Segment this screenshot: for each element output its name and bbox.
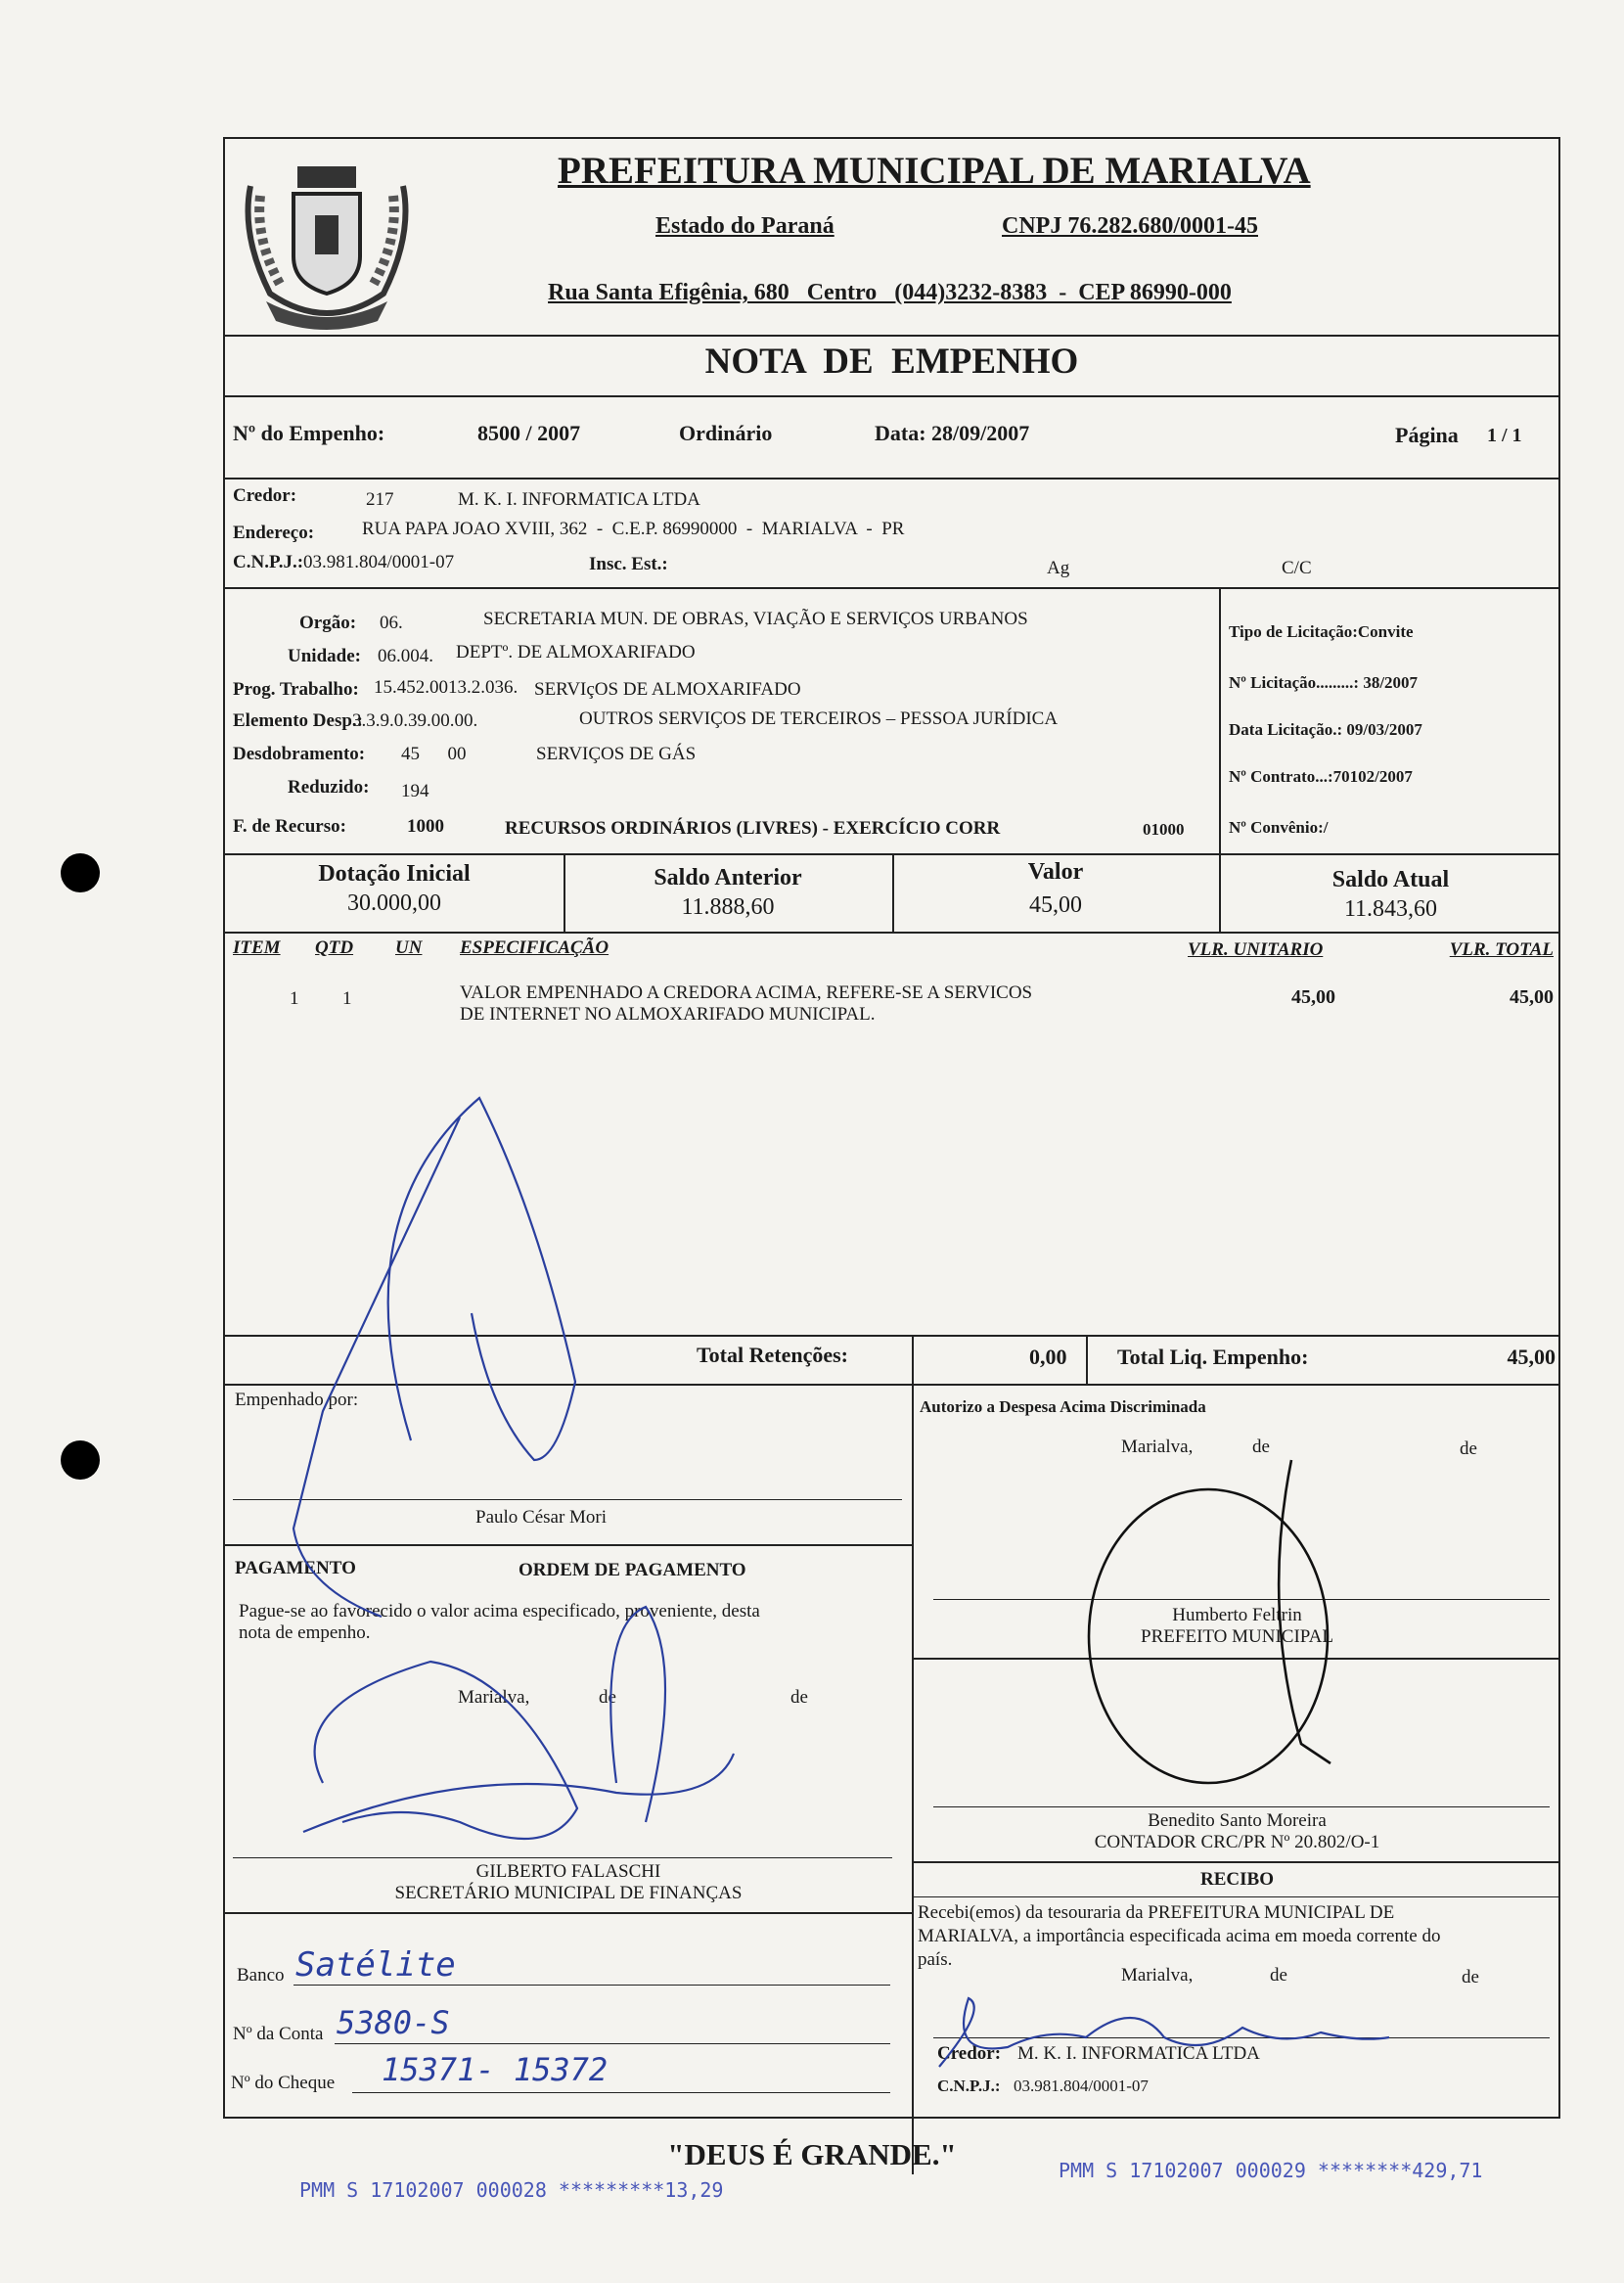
autorizo-de-2: de — [1460, 1438, 1477, 1459]
recibo-line3: país. — [918, 1949, 953, 1970]
unidade-name: DEPTº. DE ALMOXARIFADO — [456, 642, 696, 662]
state-name: Estado do Paraná — [655, 213, 835, 239]
items-header-total: VLR. TOTAL — [1449, 939, 1554, 960]
empenhado-label: Empenhado por: — [235, 1390, 359, 1410]
valor-label: Valor — [1027, 859, 1084, 885]
item-row-qtd: 1 — [342, 988, 352, 1009]
item-row-spec-line2: DE INTERNET NO ALMOXARIFADO MUNICIPAL. — [460, 1004, 876, 1025]
saldo-atual-value: 11.843,60 — [1343, 896, 1438, 922]
recurso-code: 1000 — [407, 816, 444, 837]
elemento-code: 3.3.9.0.39.00.00. — [352, 710, 478, 731]
prefeito-title: PREFEITO MUNICIPAL — [1141, 1626, 1333, 1647]
reduzido-label: Reduzido: — [288, 777, 370, 798]
autorizo-city: Marialva, — [1121, 1437, 1194, 1457]
autorizo-text: Autorizo a Despesa Acima Discriminada — [920, 1397, 1206, 1416]
liquido-value: 45,00 — [1507, 1345, 1556, 1369]
banco-label: Banco — [237, 1965, 285, 1986]
recibo-cnpj-label: C.N.P.J.: — [937, 2077, 1001, 2095]
prog-trabalho-code: 15.452.0013.2.036. — [374, 677, 519, 698]
item-row-total: 45,00 — [1510, 986, 1554, 1008]
autorizo-de-1: de — [1252, 1437, 1270, 1457]
credor-name: M. K. I. INFORMATICA LTDA — [458, 489, 700, 510]
saldo-anterior-label: Saldo Anterior — [654, 865, 802, 890]
empenho-type: Ordinário — [679, 421, 773, 445]
recibo-credor-label: Credor: — [937, 2043, 1002, 2064]
prefeito-name: Humberto Feltrin — [1172, 1605, 1302, 1625]
footer-stamp-right: PMM S 17102007 000029 ********429,71 — [1059, 2159, 1483, 2182]
ordem-pagamento-label: ORDEM DE PAGAMENTO — [519, 1560, 746, 1580]
recibo-de-1: de — [1270, 1965, 1287, 1986]
recibo-line2: MARIALVA, a importância especificada acima em moeda corrente do — [918, 1926, 1441, 1946]
saldo-atual-label: Saldo Atual — [1331, 867, 1450, 892]
pagamento-city: Marialva, — [458, 1687, 530, 1708]
saldo-anterior-value: 11.888,60 — [681, 894, 775, 920]
contador-name: Benedito Santo Moreira — [1148, 1810, 1327, 1831]
items-header-item: ITEM — [233, 937, 281, 958]
item-row-unit: 45,00 — [1291, 986, 1335, 1008]
orgao-code: 06. — [380, 613, 403, 633]
orgao-name: SECRETARIA MUN. DE OBRAS, VIAÇÃO E SERVIÇOS URBANOS — [483, 609, 1028, 629]
secretario-title: SECRETÁRIO MUNICIPAL DE FINANÇAS — [394, 1883, 743, 1903]
conta-label: Nº da Conta — [233, 2024, 324, 2044]
dotacao-value: 30.000,00 — [347, 890, 441, 916]
retencoes-value: 0,00 — [1029, 1345, 1067, 1369]
items-header-spec: ESPECIFICAÇÃO — [460, 937, 609, 958]
empenho-date: Data: 28/09/2007 — [875, 421, 1030, 445]
credor-label: Credor: — [233, 485, 297, 506]
footer-motto: "DEUS É GRANDE." — [667, 2137, 957, 2171]
numero-contrato: Nº Contrato...:70102/2007 — [1229, 767, 1413, 786]
prog-trabalho-name: SERVIçOS DE ALMOXARIFADO — [534, 679, 801, 700]
secretario-name: GILBERTO FALASCHI — [475, 1861, 661, 1882]
item-row-spec-line1: VALOR EMPENHADO A CREDORA ACIMA, REFERE-SE A SERVICOS — [460, 982, 1033, 1003]
desdobramento-code: 45 00 — [401, 744, 467, 764]
numero-licitacao: Nº Licitação.........: 38/2007 — [1229, 673, 1419, 692]
pagamento-de-2: de — [790, 1687, 808, 1708]
recibo-credor-name: M. K. I. INFORMATICA LTDA — [1017, 2043, 1260, 2064]
punch-hole-bottom — [61, 1440, 100, 1480]
items-header-unit: VLR. UNITARIO — [1188, 939, 1324, 960]
pagamento-de-1: de — [599, 1687, 616, 1708]
data-licitacao: Data Licitação.: 09/03/2007 — [1229, 720, 1422, 739]
recibo-line1: Recebi(emos) da tesouraria da PREFEITURA MUNICIPAL DE — [918, 1902, 1395, 1923]
pagamento-label: PAGAMENTO — [235, 1558, 356, 1578]
orgao-label: Orgão: — [299, 613, 357, 633]
cnpj-label: C.N.P.J.: — [233, 552, 304, 572]
items-header-qtd: QTD — [315, 937, 354, 958]
items-header-un: UN — [395, 937, 423, 958]
insc-est-label: Insc. Est.: — [589, 554, 668, 574]
contador-title: CONTADOR CRC/PR Nº 20.802/O-1 — [1094, 1832, 1380, 1852]
recibo-city: Marialva, — [1121, 1965, 1194, 1986]
municipality-title: PREFEITURA MUNICIPAL DE MARIALVA — [558, 150, 1311, 192]
conta-value: 5380-S — [337, 2004, 450, 2041]
handwritten-signatures — [225, 139, 1562, 2121]
banco-value: Satélite — [295, 1945, 456, 1985]
recurso-name: RECURSOS ORDINÁRIOS (LIVRES) - EXERCÍCIO CORR — [505, 818, 1001, 839]
prog-trabalho-label: Prog. Trabalho: — [233, 679, 359, 700]
pagamento-text-line1: Pague-se ao favorecido o valor acima especificado, proveniente, desta — [239, 1601, 760, 1621]
recurso-label: F. de Recurso: — [233, 816, 346, 837]
credor-code: 217 — [366, 489, 394, 510]
recibo-title: RECIBO — [1200, 1869, 1274, 1890]
empenhado-name: Paulo César Mori — [475, 1507, 608, 1528]
cheque-label: Nº do Cheque — [231, 2073, 336, 2093]
cc-label: C/C — [1282, 558, 1312, 578]
liquido-label: Total Liq. Empenho: — [1117, 1345, 1309, 1369]
endereco-label: Endereço: — [233, 523, 315, 543]
valor-value: 45,00 — [1029, 892, 1082, 918]
item-row-item: 1 — [290, 988, 299, 1009]
cnpj-value: 03.981.804/0001-07 — [303, 552, 455, 572]
reduzido-value: 194 — [401, 781, 429, 801]
tipo-licitacao: Tipo de Licitação:Convite — [1229, 622, 1414, 641]
desdobramento-label: Desdobramento: — [233, 744, 366, 764]
nota-de-empenho-form — [223, 137, 1560, 2119]
elemento-name: OUTROS SERVIÇOS DE TERCEIROS – PESSOA JURÍDICA — [579, 708, 1059, 729]
document-title: NOTA DE EMPENHO — [704, 342, 1079, 382]
ag-label: Ag — [1047, 558, 1070, 578]
desdobramento-name: SERVIÇOS DE GÁS — [536, 744, 697, 764]
page-label: Página — [1395, 423, 1459, 447]
page-value: 1 / 1 — [1487, 425, 1522, 446]
recibo-de-2: de — [1462, 1967, 1479, 1987]
endereco-value: RUA PAPA JOAO XVIII, 362 - C.E.P. 86990000 - MARIALVA - PR — [362, 519, 905, 539]
footer-stamp-left: PMM S 17102007 000028 *********13,29 — [299, 2178, 724, 2202]
retencoes-label: Total Retenções: — [697, 1343, 848, 1367]
empenho-number: 8500 / 2007 — [477, 421, 581, 445]
cheque-value: 15371- 15372 — [382, 2051, 609, 2088]
recurso-extra: 01000 — [1143, 820, 1185, 839]
header-address: Rua Santa Efigênia, 680 Centro (044)3232-8383 - CEP 86990-000 — [548, 280, 1232, 305]
unidade-label: Unidade: — [288, 646, 361, 666]
empenho-number-label: Nº do Empenho: — [233, 421, 385, 445]
numero-convenio: Nº Convênio:/ — [1229, 818, 1329, 837]
unidade-code: 06.004. — [378, 646, 433, 666]
header-cnpj: CNPJ 76.282.680/0001-45 — [1002, 213, 1258, 239]
dotacao-label: Dotação Inicial — [318, 861, 471, 887]
punch-hole-top — [61, 853, 100, 892]
elemento-label: Elemento Desp.: — [233, 710, 363, 731]
recibo-cnpj: 03.981.804/0001-07 — [1014, 2077, 1149, 2095]
pagamento-text-line2: nota de empenho. — [239, 1622, 371, 1643]
